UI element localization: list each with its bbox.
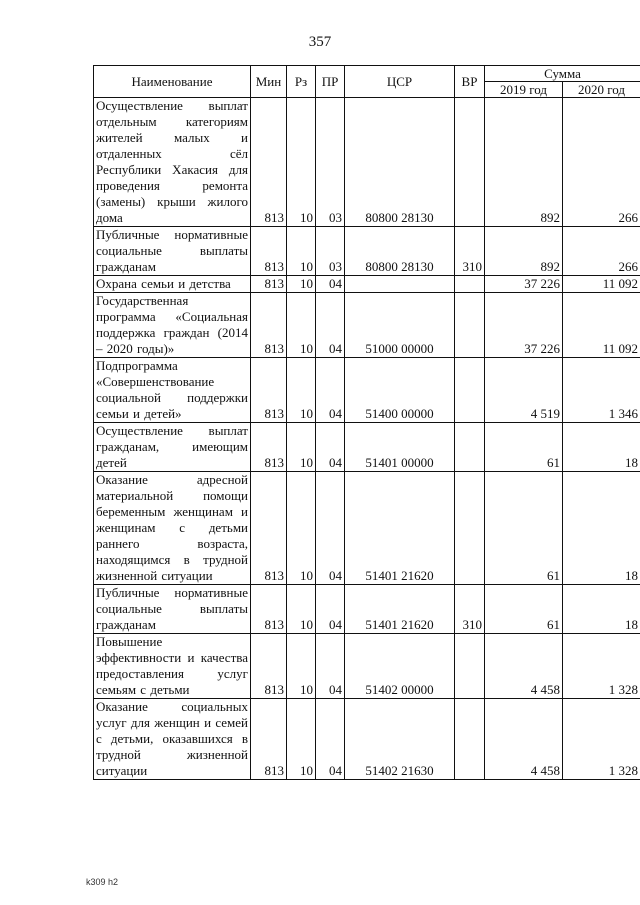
row-rz: 10 (287, 699, 316, 780)
row-rz: 10 (287, 634, 316, 699)
row-csr: 80800 28130 (345, 227, 455, 276)
row-sum-2019: 37 226 (485, 293, 563, 358)
row-rz: 10 (287, 423, 316, 472)
table-row (94, 699, 640, 780)
row-sum-2020: 1 346 (563, 358, 640, 423)
header-rz: Рз (287, 66, 316, 98)
row-pr: 04 (316, 699, 345, 780)
row-vr (455, 276, 485, 293)
table-row (94, 276, 640, 293)
row-sum-2019: 61 (485, 423, 563, 472)
row-min: 813 (251, 699, 287, 780)
row-sum-2020: 18 (563, 585, 640, 634)
row-sum-2020: 1 328 (563, 699, 640, 780)
row-rz: 10 (287, 98, 316, 227)
row-sum-2020: 11 092 (563, 276, 640, 293)
header-year-2020: 2020 год (563, 82, 640, 98)
row-sum-2019: 4 458 (485, 634, 563, 699)
table-row (94, 634, 640, 699)
table-row (94, 472, 640, 585)
row-vr (455, 293, 485, 358)
row-sum-2019: 37 226 (485, 276, 563, 293)
row-pr: 04 (316, 585, 345, 634)
row-min: 813 (251, 634, 287, 699)
table-row (94, 227, 640, 276)
row-sum-2020: 266 (563, 227, 640, 276)
row-csr: 51402 21630 (345, 699, 455, 780)
row-rz: 10 (287, 585, 316, 634)
row-name: Повышение эффективности и качества предоставления услуг семьям с детьми (94, 634, 251, 699)
row-min: 813 (251, 472, 287, 585)
row-rz: 10 (287, 276, 316, 293)
table-row (94, 293, 640, 358)
row-min: 813 (251, 358, 287, 423)
row-sum-2020: 18 (563, 472, 640, 585)
header-csr: ЦСР (345, 66, 455, 98)
header-name: Наименование (94, 66, 251, 98)
header-pr: ПР (316, 66, 345, 98)
row-name: Осуществление выплат гражданам, имеющим детей (94, 423, 251, 472)
row-sum-2019: 4 519 (485, 358, 563, 423)
row-vr (455, 472, 485, 585)
row-sum-2020: 266 (563, 98, 640, 227)
row-vr (455, 423, 485, 472)
table-row (94, 358, 640, 423)
header-sum: Сумма (485, 66, 640, 82)
budget-table (93, 65, 640, 780)
row-csr: 80800 28130 (345, 98, 455, 227)
row-sum-2019: 61 (485, 472, 563, 585)
row-pr: 04 (316, 276, 345, 293)
row-pr: 04 (316, 472, 345, 585)
row-vr: 310 (455, 227, 485, 276)
row-sum-2019: 4 458 (485, 699, 563, 780)
row-sum-2019: 61 (485, 585, 563, 634)
row-csr (345, 276, 455, 293)
row-csr: 51000 00000 (345, 293, 455, 358)
row-min: 813 (251, 227, 287, 276)
row-rz: 10 (287, 227, 316, 276)
row-csr: 51402 00000 (345, 634, 455, 699)
row-csr: 51400 00000 (345, 358, 455, 423)
row-name: Оказание социальных услуг для женщин и семей с детьми, оказавшихся в трудной жизненной ситуации (94, 699, 251, 780)
row-name: Оказание адресной материальной помощи беременным женщинам и женщинам с детьми раннего возраста, находящимся в трудной жизненной ситуации (94, 472, 251, 585)
row-sum-2020: 11 092 (563, 293, 640, 358)
row-pr: 04 (316, 634, 345, 699)
row-vr: 310 (455, 585, 485, 634)
row-vr (455, 98, 485, 227)
row-rz: 10 (287, 293, 316, 358)
header-min: Мин (251, 66, 287, 98)
row-pr: 03 (316, 98, 345, 227)
row-name: Государственная программа «Социальная поддержка граждан (2014 – 2020 годы)» (94, 293, 251, 358)
row-pr: 04 (316, 293, 345, 358)
row-vr (455, 699, 485, 780)
row-name: Подпрограмма «Совершенствование социальной поддержки семьи и детей» (94, 358, 251, 423)
row-rz: 10 (287, 358, 316, 423)
row-pr: 04 (316, 423, 345, 472)
row-name: Осуществление выплат отдельным категориям жителей малых и отдаленных сёл Республики Хакасия для проведения ремонта (замены) крыши жилого дома (94, 98, 251, 227)
row-csr: 51401 21620 (345, 585, 455, 634)
header-year-2019: 2019 год (485, 82, 563, 98)
row-min: 813 (251, 585, 287, 634)
row-csr: 51401 21620 (345, 472, 455, 585)
row-min: 813 (251, 276, 287, 293)
row-min: 813 (251, 293, 287, 358)
page-number: 357 (308, 34, 332, 50)
row-pr: 03 (316, 227, 345, 276)
row-min: 813 (251, 423, 287, 472)
row-sum-2019: 892 (485, 98, 563, 227)
footer-code: k309 h2 (86, 877, 119, 887)
row-name: Охрана семьи и детства (94, 276, 251, 293)
table-row (94, 423, 640, 472)
row-name: Публичные нормативные социальные выплаты гражданам (94, 227, 251, 276)
row-csr: 51401 00000 (345, 423, 455, 472)
row-sum-2020: 1 328 (563, 634, 640, 699)
table-row (94, 585, 640, 634)
row-name: Публичные нормативные социальные выплаты гражданам (94, 585, 251, 634)
row-vr (455, 634, 485, 699)
row-sum-2019: 892 (485, 227, 563, 276)
row-min: 813 (251, 98, 287, 227)
row-rz: 10 (287, 472, 316, 585)
table-body (94, 98, 640, 780)
table-row (94, 98, 640, 227)
row-vr (455, 358, 485, 423)
row-sum-2020: 18 (563, 423, 640, 472)
header-vr: ВР (455, 66, 485, 98)
row-pr: 04 (316, 358, 345, 423)
